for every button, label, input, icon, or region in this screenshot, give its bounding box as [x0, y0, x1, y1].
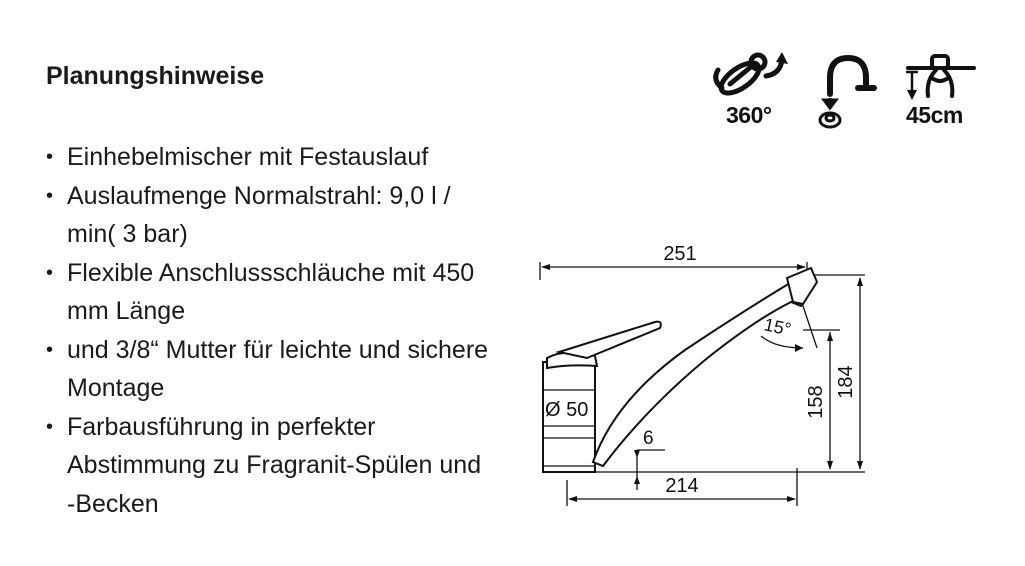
dim-total-height: 184	[835, 365, 857, 399]
rotation-label: 360°	[726, 102, 772, 128]
dim-outlet-height: 158	[805, 385, 827, 419]
list-item: • Auslaufmenge Normalstrahl: 9,0 l / min( 3 bar)	[46, 177, 496, 254]
page-title: Planungshinweise	[46, 62, 265, 90]
list-item: • Farbausführung in perfekter Abstimmung zu Fragranit-Spülen und -Becken	[46, 408, 496, 524]
feature-list	[46, 138, 496, 523]
hose-length-label: 45cm	[906, 102, 963, 128]
spout-icon	[818, 48, 878, 134]
dim-base-width: 214	[665, 475, 699, 497]
faucet-outline	[543, 268, 817, 472]
dim-diameter: Ø 50	[545, 399, 589, 421]
list-item: • und 3/8“ Mutter für leichte und sichere Montage	[46, 331, 496, 408]
feature-icons	[710, 48, 990, 138]
list-item: • Flexible Anschlussschläuche mit 450 mm Länge	[46, 254, 496, 331]
dim-angle: 15°	[762, 314, 793, 340]
hose-length-icon	[904, 48, 984, 128]
angle-leader	[801, 300, 817, 348]
list-item: • Einhebelmischer mit Festauslauf	[46, 138, 496, 177]
dim-total-width: 251	[663, 243, 697, 265]
dim-thickness: 6	[643, 428, 654, 449]
faucet-technical-drawing	[525, 240, 875, 515]
rotation-360-icon	[710, 48, 794, 128]
